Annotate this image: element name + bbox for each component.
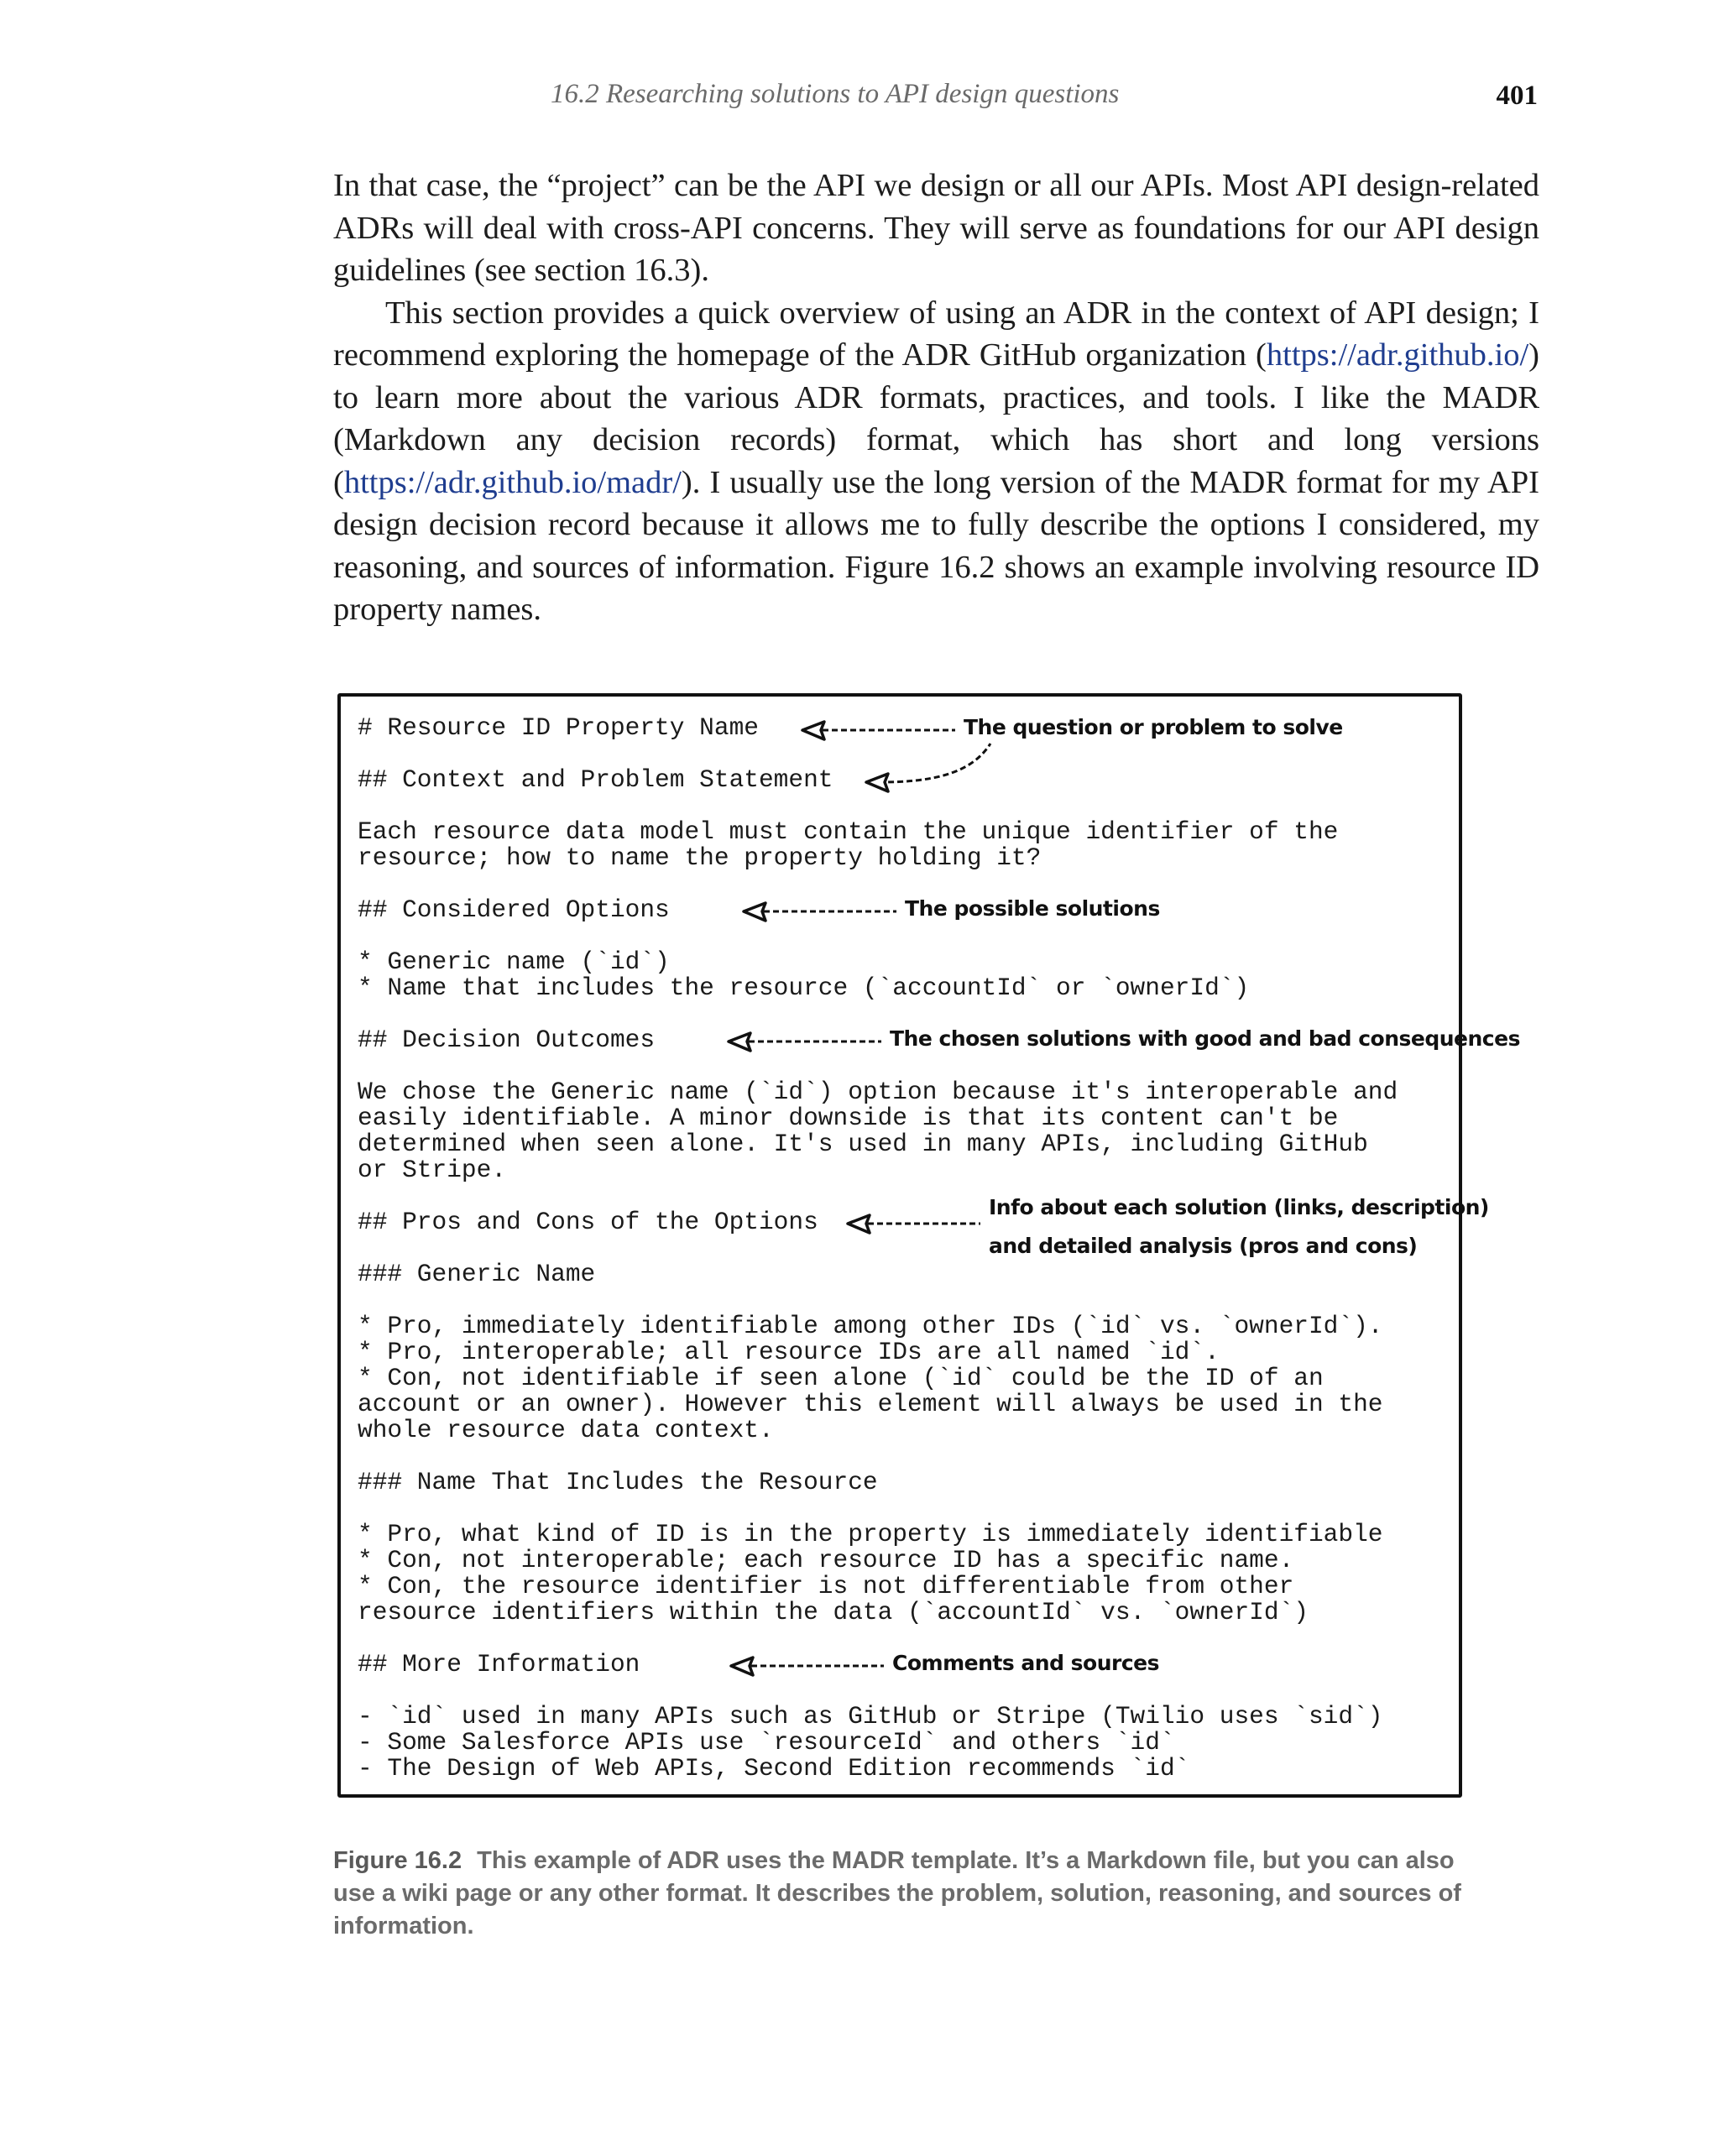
caption-text: This example of ADR uses the MADR template. It’s a Markdown file, but you can also use a wiki page or any other format. It describes the problem, solution, reasoning, and sources of information.: [333, 1847, 1461, 1939]
annotation-more-info: Comments and sources: [892, 1651, 1160, 1675]
annotation-decision: The chosen solutions with good and bad consequences: [890, 1026, 1520, 1051]
code-line-context-heading: ## Context and Problem Statement: [358, 765, 833, 794]
code-line: * Pro, what kind of ID is in the property is immediately identifiable: [358, 1520, 1383, 1548]
paragraph-2-part-2: ) to learn more about the various ADR formats, practices, and tools. I like the MADR (Markdown any decision records) format, which has short and long versions (: [333, 337, 1539, 500]
paragraph-2-part-3: ). I usually use the long version of the MADR format for my API design decision record because it allows me to fully describe the options I considered, my reasoning, and sources of information. Figure 16.2 shows an example involving resource ID property names.: [333, 464, 1539, 627]
code-line: - `id` used in many APIs such as GitHub or Stripe (Twilio uses `sid`): [358, 1702, 1383, 1731]
annotation-pros-cons-1: Info about each solution (links, description): [989, 1195, 1489, 1219]
figure-caption: [333, 1845, 1492, 1943]
arrow-decision: [729, 1033, 881, 1051]
paragraph-2: [333, 292, 1539, 631]
code-line: - The Design of Web APIs, Second Edition recommends `id`: [358, 1754, 1190, 1783]
code-line: whole resource data context.: [358, 1416, 774, 1444]
adr-figure: [337, 693, 1520, 1798]
arrow-context: [866, 744, 990, 791]
code-line: Each resource data model must contain the unique identifier of the: [358, 817, 1339, 846]
code-line: We chose the Generic name (`id`) option because it's interoperable and: [358, 1078, 1398, 1106]
code-line: * Con, the resource identifier is not differentiable from other: [358, 1572, 1294, 1600]
body-text: [333, 164, 1539, 631]
annotation-question: The question or problem to solve: [964, 715, 1343, 739]
paragraph-1: In that case, the “project” can be the API we design or all our APIs. Most API design-related ADRs will deal with cross-API concerns. They will serve as foundations for our API design guidelines (see section 16.3).: [333, 168, 1539, 288]
annotation-pros-cons-2: and detailed analysis (pros and cons): [989, 1234, 1418, 1258]
madr-link[interactable]: https://adr.github.io/madr/: [343, 464, 682, 500]
annotation-options: The possible solutions: [905, 896, 1160, 921]
code-line-decision-heading: ## Decision Outcomes: [358, 1026, 656, 1054]
code-line: * Con, not identifiable if seen alone (`id` could be the ID of an: [358, 1364, 1324, 1392]
code-line: - Some Salesforce APIs use `resourceId` and others `id`: [358, 1728, 1175, 1757]
running-head: 16.2 Researching solutions to API design questions: [551, 79, 1120, 109]
code-line-options-heading: ## Considered Options: [358, 895, 670, 924]
arrow-pros-cons: [848, 1215, 980, 1233]
code-line: account or an owner). However this element will always be used in the: [358, 1390, 1383, 1418]
code-line-name-heading: ### Name That Includes the Resource: [358, 1468, 878, 1496]
code-line-more-info-heading: ## More Information: [358, 1650, 640, 1678]
code-line: * Name that includes the resource (`accountId` or `ownerId`): [358, 974, 1250, 1002]
paragraph-2-part-1: This section provides a quick overview of using an ADR in the context of API design; I recommend exploring the homepage of the ADR GitHub organization (: [333, 295, 1539, 373]
code-line: * Pro, interoperable; all resource IDs are all named `id`.: [358, 1338, 1220, 1366]
code-line-pros-cons-heading: ## Pros and Cons of the Options: [358, 1208, 818, 1236]
code-line: easily identifiable. A minor downside is that its content can't be: [358, 1104, 1339, 1132]
code-line: * Con, not interoperable; each resource ID has a specific name.: [358, 1546, 1294, 1574]
caption-label: Figure 16.2: [333, 1847, 462, 1874]
adr-homepage-link[interactable]: https://adr.github.io/: [1266, 337, 1529, 373]
code-line-generic-heading: ### Generic Name: [358, 1260, 596, 1288]
arrow-more-info: [731, 1657, 884, 1675]
code-line: determined when seen alone. It's used in many APIs, including GitHub: [358, 1130, 1368, 1158]
code-line: * Generic name (`id`): [358, 947, 670, 976]
code-line: * Pro, immediately identifiable among other IDs (`id` vs. `ownerId`).: [358, 1312, 1383, 1340]
code-line: resource identifiers within the data (`accountId` vs. `ownerId`): [358, 1598, 1309, 1626]
arrow-question: [802, 722, 955, 739]
page-number: 401: [1496, 81, 1538, 111]
code-line: resource; how to name the property holding it?: [358, 843, 1042, 872]
code-line: or Stripe.: [358, 1156, 507, 1184]
arrow-options: [744, 903, 896, 921]
code-line-title: # Resource ID Property Name: [358, 713, 759, 742]
